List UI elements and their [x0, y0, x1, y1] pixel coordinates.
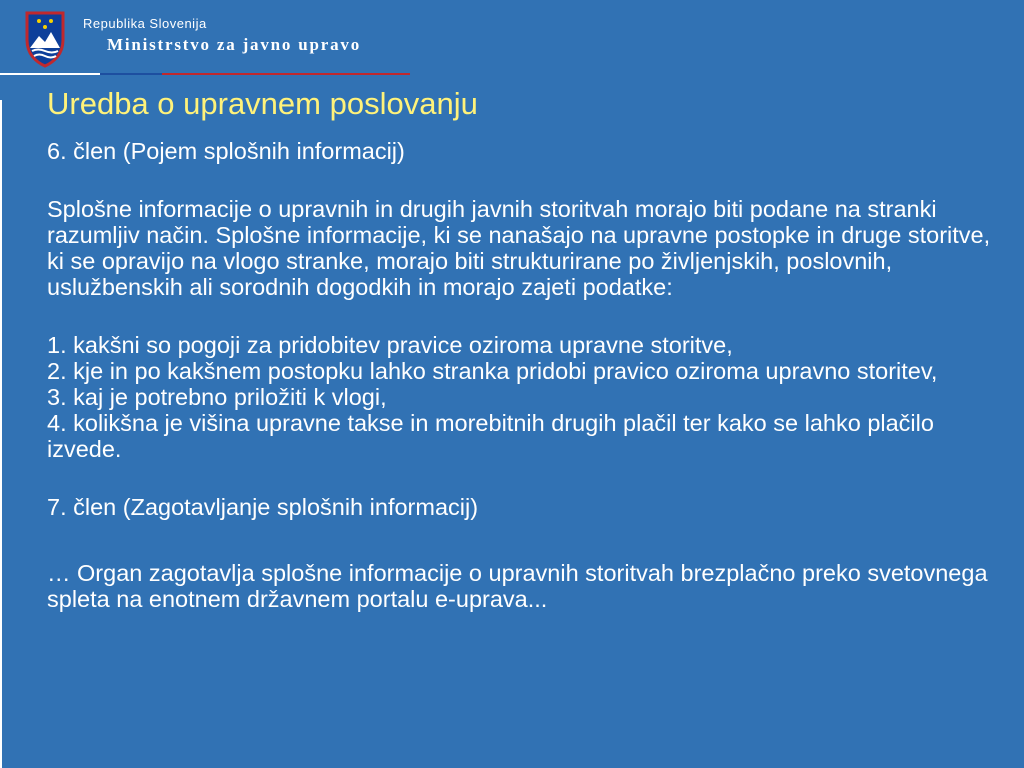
- ministry-label: Ministrstvo za javno upravo: [107, 35, 362, 54]
- header-rule-red: [162, 73, 410, 75]
- header-rule-white: [0, 73, 100, 75]
- paragraph-2-text-b: ...: [527, 586, 548, 612]
- list-item-4: 4. kolikšna je višina upravne takse in morebitnih drugih plačil ter kako se lahko plačilo izvede.: [47, 410, 934, 462]
- article-7-heading: 7. člen (Zagotavljanje splošnih informacij): [47, 494, 479, 520]
- slide-header: [0, 0, 1024, 100]
- article-6-heading: 6. člen (Pojem splošnih informacij): [47, 138, 405, 164]
- paragraph-1-text-b: , morajo biti strukturirane po življenjskih, poslovnih, uslužbenskih ali sorodnih dogodkih in morajo zajeti podatke:: [47, 248, 893, 300]
- requirements-list: [47, 332, 997, 462]
- header-rule-blue: [100, 73, 162, 75]
- republic-label: Republika Slovenija: [83, 16, 207, 31]
- slovenia-coat-of-arms-icon: [24, 10, 66, 68]
- paragraph-1-emphasis: na vlogo stranke: [190, 248, 364, 274]
- list-item-1: 1. kakšni so pogoji za pridobitev pravice oziroma upravne storitve,: [47, 332, 733, 358]
- article-7-paragraph: [47, 560, 997, 612]
- paragraph-1-text-a: Splošne informacije o upravnih in drugih javnih storitvah morajo biti podane na stranki razumljiv način. Splošne informacije, ki se nanašajo na upravne postopke in druge storitve, ki se opravijo: [47, 196, 991, 274]
- slide-content: [47, 138, 997, 612]
- slide-title: Uredba o upravnem poslovanju: [47, 86, 478, 121]
- list-item-3: 3. kaj je potrebno priložiti k vlogi,: [47, 384, 387, 410]
- article-6-paragraph: [47, 196, 997, 300]
- left-edge-line: [0, 100, 2, 768]
- list-item-2: 2. kje in po kakšnem postopku lahko stranka pridobi pravico oziroma upravno storitev,: [47, 358, 938, 384]
- paragraph-2-emphasis: na enotnem državnem portalu e-uprava: [116, 586, 528, 612]
- paragraph-2-text-a: … Organ zagotavlja splošne informacije o upravnih storitvah brezplačno preko svetovnega spleta: [47, 560, 988, 612]
